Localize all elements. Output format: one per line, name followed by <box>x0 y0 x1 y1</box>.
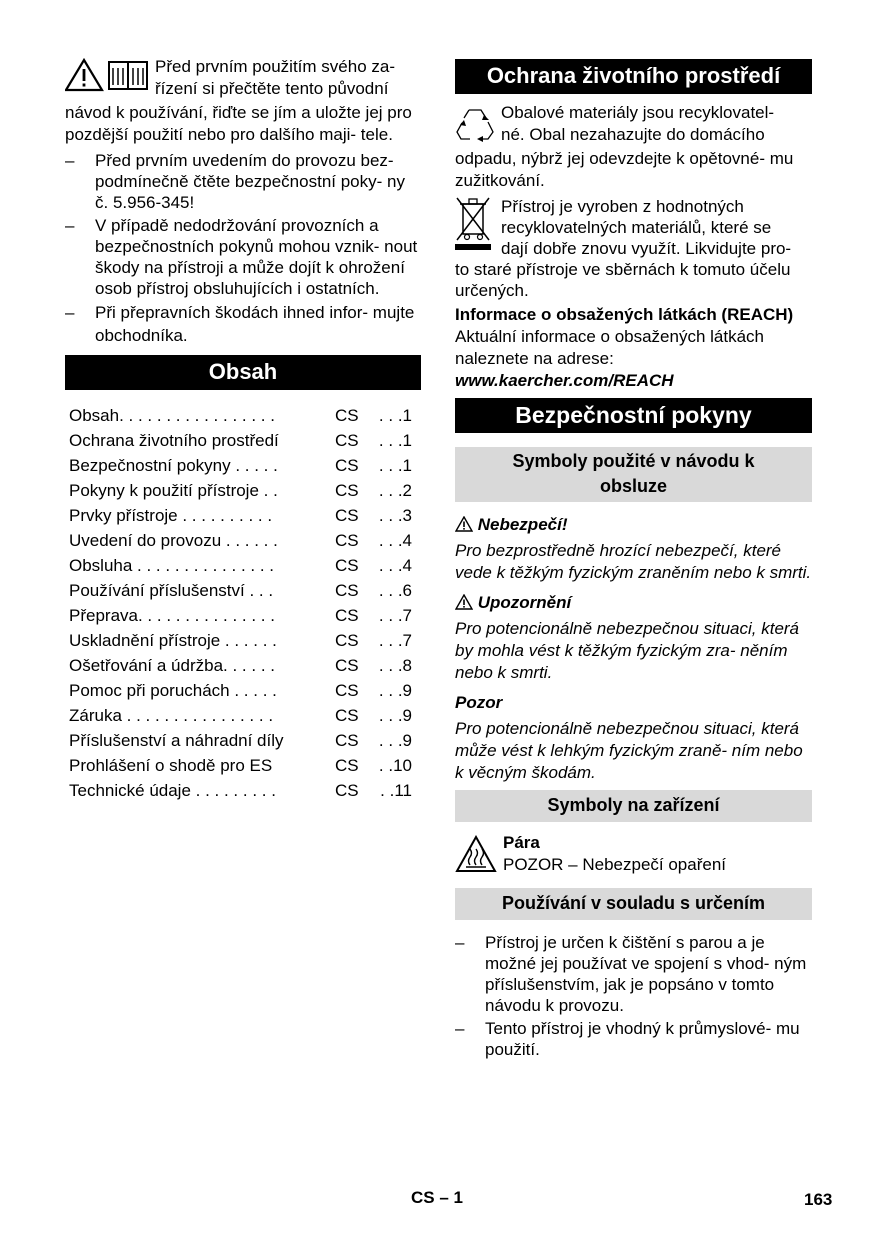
toc-row <box>65 778 421 803</box>
toc-entry-lang: CS <box>335 606 359 625</box>
recycle-text: odpadu, nýbrž jej odevzdejte k opětovné- mu zužitkování. <box>455 149 794 190</box>
recycle-icon <box>455 106 495 142</box>
toc-entry-lang: CS <box>335 631 359 650</box>
weee-line-3: dají dobře znovu využít. Likvidujte pro- <box>501 239 792 258</box>
intro-bullets <box>65 150 421 347</box>
intro-line-2: řízení si přečtěte tento původní <box>155 79 389 98</box>
reach-title: Informace o obsažených látkách (REACH) <box>455 305 794 324</box>
toc-row <box>65 403 421 428</box>
toc-entry-lang: CS <box>335 406 359 425</box>
weee-line-2: recyklovatelných materiálů, které se <box>501 218 772 237</box>
symbols-manual-title: Symboly použité v návodu k obsluze <box>455 447 812 502</box>
toc-entry-lang: CS <box>335 506 359 525</box>
toc-entry-title: Uskladnění přístroje . . . . . . <box>69 631 277 650</box>
recycle-block <box>455 102 812 147</box>
toc-entry-lang: CS <box>335 481 359 500</box>
safety-title: Bezpečnostní pokyny <box>455 398 812 433</box>
toc-entry-title: Prohlášení o shodě pro ES <box>69 756 273 775</box>
right-column <box>455 59 812 1062</box>
caution-text: Pro potencionálně nebezpečnou situaci, která může vést k lehkým fyzickým zraně- ním nebo k věcným škodám. <box>455 719 803 782</box>
toc-entry-title: Pomoc při poruchách . . . . . <box>69 681 277 700</box>
env-title: Ochrana životního prostředí <box>455 59 812 94</box>
manual-book-icon <box>109 62 147 89</box>
toc-title: Obsah <box>65 355 421 390</box>
toc-row <box>65 628 421 653</box>
reach-text: Aktuální informace o obsažených látkách naleznete na adrese: <box>455 327 765 368</box>
toc-entry-page: . . .3 <box>378 506 412 525</box>
weee-block <box>455 196 812 259</box>
toc-entry-lang: CS <box>335 756 359 775</box>
toc-entry-lang: CS <box>335 706 359 725</box>
intended-use-title: Používání v souladu s určením <box>455 888 812 920</box>
recycle-line-2: né. Obal nezahazujte do domácího <box>501 125 765 144</box>
symbols-device-title: Symboly na zařízení <box>455 790 812 822</box>
toc-entry-title: Ošetřování a údržba. . . . . . <box>69 656 275 675</box>
toc-entry-lang: CS <box>335 456 359 475</box>
toc-entry-page: . . .8 <box>378 656 412 675</box>
toc-entry-title: Příslušenství a náhradní díly <box>69 731 284 750</box>
warning-triangle-icon <box>455 594 473 610</box>
toc-entry-page: . . .9 <box>378 706 412 725</box>
toc-entry-title: Prvky přístroje . . . . . . . . . . <box>69 506 273 525</box>
toc-entry-page: . . .6 <box>378 581 412 600</box>
toc-table <box>65 403 421 803</box>
danger-text: Pro bezprostředně hrozící nebezpečí, které vede k těžkým fyzickým zraněním nebo k smrti. <box>455 541 812 582</box>
toc-row <box>65 603 421 628</box>
toc-entry-page: . . .9 <box>378 681 412 700</box>
toc-entry-lang: CS <box>335 531 359 550</box>
list-item: – Před prvním uvedením do provozu bez- podmínečně čtěte bezpečnostní poky- ny č. 5.956-345! <box>65 151 405 212</box>
toc-entry-page: . . .2 <box>378 481 412 500</box>
caution-label: Pozor <box>455 693 503 712</box>
danger-label: Nebezpečí! <box>477 515 568 534</box>
weee-text: to staré přístroje ve sběrnách k tomuto účelu určených. <box>455 260 791 300</box>
toc-entry-page: . . .4 <box>378 531 412 550</box>
toc-entry-page: . . .1 <box>378 431 412 450</box>
toc-row <box>65 578 421 603</box>
intro-block <box>65 56 421 100</box>
list-item: – V případě nedodržování provozních a bezpečnostních pokynů mohou vznik- nout škody na přístroji a může dojít k ohrožení osob přístroj obsluhujících i ostatních. <box>65 216 418 298</box>
use-bullets <box>455 932 812 1060</box>
toc-entry-page: . . .9 <box>378 731 412 750</box>
toc-entry-title: Obsah. . . . . . . . . . . . . . . . . <box>69 406 275 425</box>
steam-label: Pára <box>503 833 540 852</box>
toc-entry-lang: CS <box>335 681 359 700</box>
footer-lang-page: CS – 1 <box>411 1188 463 1207</box>
steam-block <box>455 832 812 878</box>
steam-warning-icon <box>455 835 497 873</box>
toc-row <box>65 728 421 753</box>
toc-entry-page: . . .4 <box>378 556 412 575</box>
warning-triangle-icon <box>455 516 473 532</box>
toc-entry-lang: CS <box>335 581 359 600</box>
crossed-bin-icon <box>455 196 491 252</box>
toc-entry-lang: CS <box>335 656 359 675</box>
recycle-line-1: Obalové materiály jsou recyklovatel- <box>501 103 775 122</box>
toc-row <box>65 553 421 578</box>
toc-entry-page: . .11 <box>380 781 412 800</box>
intro-text: návod k používání, řiďte se jím a uložte jej pro pozdější použití nebo pro dalšího maji- tele. <box>65 103 412 144</box>
steam-text: POZOR – Nebezpečí opaření <box>503 855 727 874</box>
toc-entry-title: Přeprava. . . . . . . . . . . . . . . <box>69 606 275 625</box>
toc-entry-lang: CS <box>335 431 359 450</box>
toc-entry-lang: CS <box>335 556 359 575</box>
toc-row <box>65 453 421 478</box>
toc-entry-page: . . .7 <box>378 631 412 650</box>
reach-url: www.kaercher.com/REACH <box>455 371 674 390</box>
intro-icons <box>65 58 149 97</box>
toc-entry-page: . . .1 <box>378 406 412 425</box>
list-item: – Tento přístroj je vhodný k průmyslové- mu použití. <box>455 1019 800 1059</box>
toc-entry-page: . . .7 <box>378 606 412 625</box>
toc-entry-title: Používání příslušenství . . . <box>69 581 274 600</box>
danger-heading <box>455 514 812 536</box>
toc-row <box>65 528 421 553</box>
left-column <box>65 56 421 803</box>
footer-page-number: 163 <box>804 1190 833 1209</box>
toc-row <box>65 478 421 503</box>
toc-row <box>65 428 421 453</box>
warning-text: Pro potencionálně nebezpečnou situaci, která by mohla vést k těžkým fyzickým zra- něním nebo k smrti. <box>455 619 800 682</box>
toc-entry-title: Technické údaje . . . . . . . . . <box>69 781 276 800</box>
toc-row <box>65 678 421 703</box>
list-item: – Přístroj je určen k čištění s parou a je možné jej používat ve spojení s vhod- ným příslušenstvím, jak je popsáno v tomto návodu k provozu. <box>455 933 807 1015</box>
toc-row <box>65 503 421 528</box>
warning-triangle-icon <box>65 58 149 92</box>
toc-entry-title: Obsluha . . . . . . . . . . . . . . . <box>69 556 275 575</box>
toc-entry-title: Bezpečnostní pokyny . . . . . <box>69 456 278 475</box>
list-item: – Při přepravních škodách ihned infor- mujte obchodníka. <box>65 303 415 345</box>
toc-row <box>65 753 421 778</box>
toc-row <box>65 653 421 678</box>
toc-entry-title: Záruka . . . . . . . . . . . . . . . . <box>69 706 274 725</box>
toc-entry-lang: CS <box>335 781 359 800</box>
intro-line-1: Před prvním použitím svého za- <box>155 57 395 76</box>
weee-line-1: Přístroj je vyroben z hodnotných <box>501 197 744 216</box>
warning-heading <box>455 592 812 614</box>
toc-entry-page: . . .1 <box>378 456 412 475</box>
toc-entry-title: Ochrana životního prostředí <box>69 431 279 450</box>
toc-entry-title: Pokyny k použití přístroje . . <box>69 481 278 500</box>
toc-entry-page: . .10 <box>378 756 412 775</box>
toc-entry-title: Uvedení do provozu . . . . . . <box>69 531 278 550</box>
toc-entry-lang: CS <box>335 731 359 750</box>
toc-row <box>65 703 421 728</box>
warning-label: Upozornění <box>477 593 572 612</box>
